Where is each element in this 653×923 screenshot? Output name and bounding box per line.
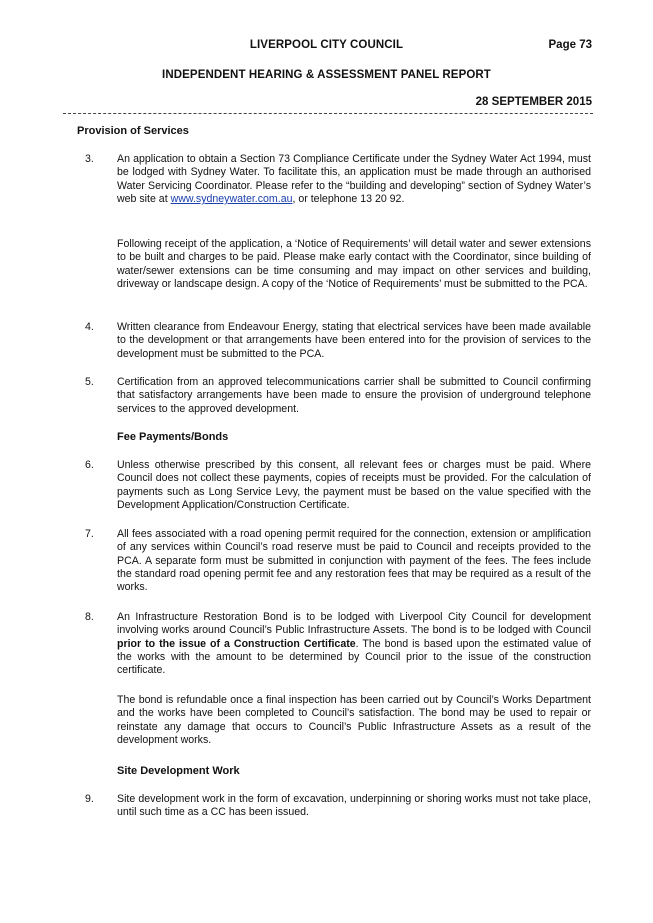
- condition-8-text-start: An Infrastructure Restoration Bond is to be lodged with Liverpool City Council for development involving works around Council’s Public Infrastructure Assets. The bond is to be lodged with Council: [117, 611, 591, 637]
- condition-number-9: 9.: [85, 793, 94, 805]
- section-heading-fee-payments-bonds: Fee Payments/Bonds: [117, 431, 229, 443]
- condition-6-paragraph: Unless otherwise prescribed by this consent, all relevant fees or charges must be paid. Where Council does not collect these payments, copies of receipts must be provided. For the calculation of payments such as Long Service Levy, the payment must be based on the value specified with the Development Application/Construction Certificate.: [117, 459, 591, 511]
- report-title: INDEPENDENT HEARING & ASSESSMENT PANEL REPORT: [162, 69, 491, 81]
- condition-number-7: 7.: [85, 528, 94, 540]
- condition-8-text-end: . The bond is based upon the estimated value of the works with the amount to be determined by Council prior to the issue of the construction certificate.: [117, 637, 591, 677]
- condition-5-paragraph: Certification from an approved telecommunications carrier shall be submitted to Council confirming that satisfactory arrangements have been made to ensure the provision of underground telephone services to the approved development.: [117, 376, 591, 415]
- condition-8-paragraph-2: The bond is refundable once a final inspection has been carried out by Council’s Works Department and the works have been completed to Council’s satisfaction. The bond may be used to repair or reinstate any damage that occurs to Council’s Public Infrastructure Assets as a result of the development works.: [117, 694, 591, 746]
- condition-3-paragraph-1: [117, 153, 591, 206]
- council-name: LIVERPOOL CITY COUNCIL: [249, 39, 404, 51]
- condition-3-text-start: An application to obtain a Section 73 Compliance Certificate under the Sydney Water Act 1994, must be lodged with Sydney Water. To facilitate this, an application must be made through an authorised Water Servicing Coordinator. Please refer to the “building and developing” section of Sydney Water’s web site at: [117, 153, 591, 205]
- sydney-water-website-link[interactable]: www.sydneywater.com.au: [170, 192, 293, 205]
- page-number: Page 73: [548, 39, 592, 51]
- condition-number-6: 6.: [85, 459, 94, 471]
- condition-8-emphasis: prior to the issue of a Construction Certificate: [117, 637, 356, 650]
- condition-number-8: 8.: [85, 611, 94, 623]
- condition-7-paragraph: All fees associated with a road opening permit required for the connection, extension or amplification of any services within Council’s road reserve must be paid to Council and receipts provided to the PCA. A separate form must be submitted in conjunction with payment of the fees. The fees include the standard road opening permit fee and any restoration fees that may be required as a result of the works.: [117, 528, 591, 594]
- condition-8-paragraph-1: [117, 611, 591, 677]
- condition-number-3: 3.: [85, 153, 94, 165]
- condition-number-5: 5.: [85, 376, 94, 388]
- condition-4-paragraph: Written clearance from Endeavour Energy, stating that electrical services have been made available to the development or that arrangements have been entered into for the provision of services to the development must be submitted to the PCA.: [117, 321, 591, 360]
- report-date: 28 SEPTEMBER 2015: [475, 96, 592, 108]
- header-divider: [63, 113, 593, 114]
- condition-number-4: 4.: [85, 321, 94, 333]
- section-heading-provision-of-services: Provision of Services: [77, 125, 189, 137]
- condition-3-paragraph-2: Following receipt of the application, a ‘Notice of Requirements’ will detail water and sewer extensions to be built and charges to be paid. Please make early contact with the Coordinator, since building of water/sewer extensions can be time consuming and may impact on other services and building, driveway or landscape design. A copy of the ‘Notice of Requirements’ must be submitted to the PCA.: [117, 238, 591, 290]
- condition-3-text-end: , or telephone 13 20 92.: [292, 192, 405, 205]
- condition-9-paragraph: Site development work in the form of excavation, underpinning or shoring works must not take place, until such time as a CC has been issued.: [117, 793, 591, 819]
- section-heading-site-development-work: Site Development Work: [117, 765, 240, 777]
